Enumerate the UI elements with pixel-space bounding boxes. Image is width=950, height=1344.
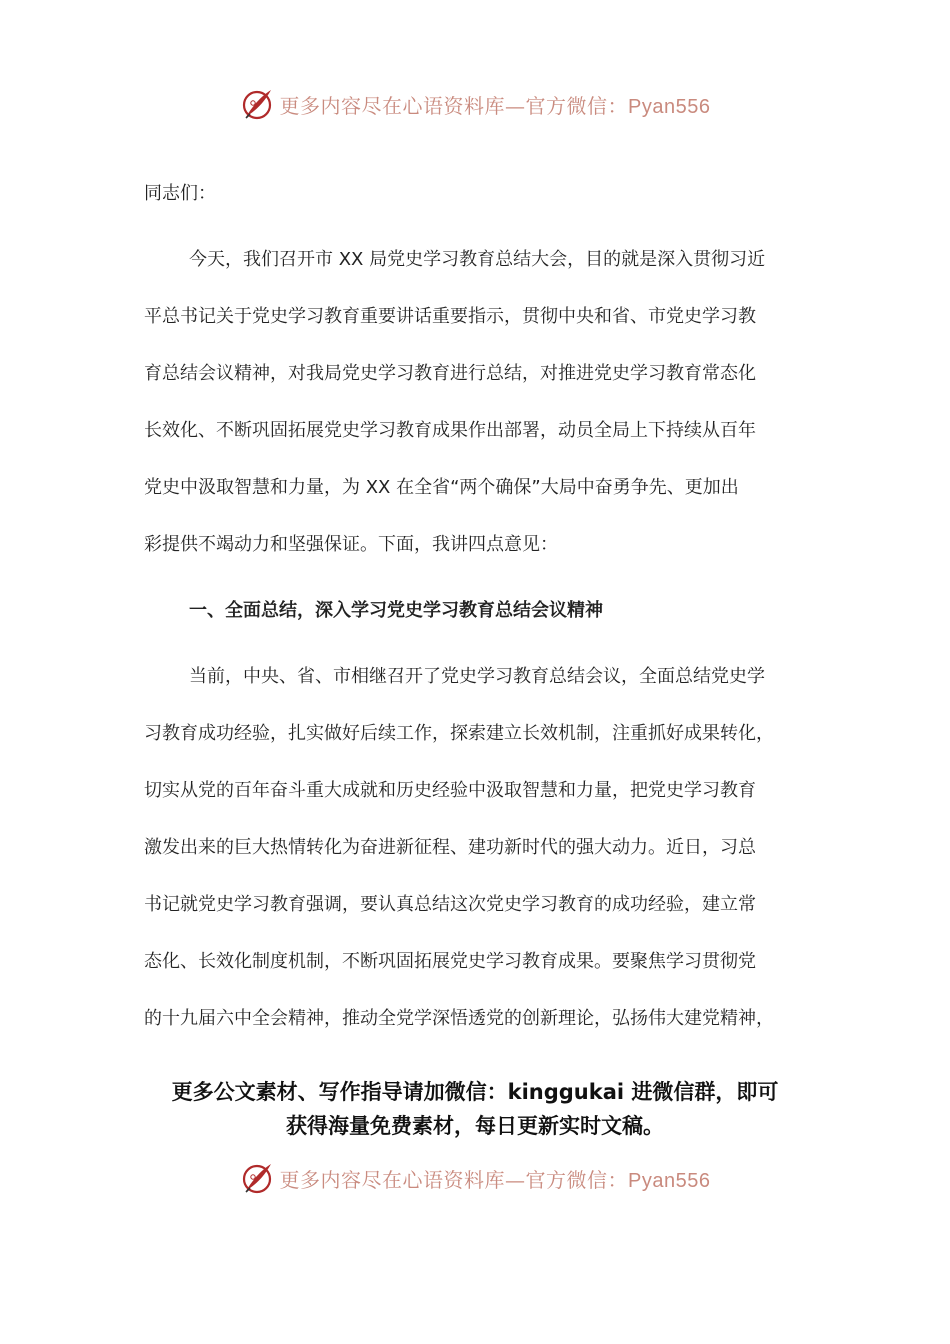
paragraph-line: 平总书记关于党史学习教育重要讲话重要指示，贯彻中央和省、市党史学习教 bbox=[144, 306, 756, 327]
watermark-banner-bottom bbox=[0, 1158, 950, 1198]
section-heading: 一、全面总结，深入学习党史学习教育总结会议精神 bbox=[189, 600, 603, 621]
quill-pen-logo-icon bbox=[240, 1161, 274, 1195]
paragraph-line: 育总结会议精神，对我局党史学习教育进行总结，对推进党史学习教育常态化 bbox=[144, 363, 756, 384]
paragraph-line: 切实从党的百年奋斗重大成就和历史经验中汲取智慧和力量，把党史学习教育 bbox=[144, 780, 756, 801]
paragraph-line: 的十九届六中全会精神，推动全党学深悟透党的创新理论，弘扬伟大建党精神， bbox=[144, 1008, 774, 1029]
paragraph-line: 态化、长效化制度机制，不断巩固拓展党史学习教育成果。要聚焦学习贯彻党 bbox=[144, 951, 756, 972]
promo-line-1: 更多公文素材、写作指导请加微信：kinggukai 进微信群，即可 bbox=[171, 1080, 779, 1104]
paragraph-line: 当前，中央、省、市相继召开了党史学习教育总结会议，全面总结党史学 bbox=[189, 666, 765, 687]
paragraph-line: 党史中汲取智慧和力量，为 XX 在全省“两个确保”大局中奋勇争先、更加出 bbox=[144, 477, 739, 498]
promo-line-2: 获得海量免费素材，每日更新实时文稿。 bbox=[286, 1114, 664, 1138]
watermark-label: 更多内容尽在心语资料库—官方微信： bbox=[279, 1167, 629, 1192]
watermark-wechat-id: Pyan556 bbox=[628, 95, 711, 118]
paragraph-line: 长效化、不断巩固拓展党史学习教育成果作出部署，动员全局上下持续从百年 bbox=[144, 420, 756, 441]
paragraph-line: 习教育成功经验，扎实做好后续工作，探索建立长效机制，注重抓好成果转化， bbox=[144, 723, 774, 744]
paragraph-line: 彩提供不竭动力和坚强保证。下面，我讲四点意见： bbox=[144, 534, 558, 555]
watermark-wechat-id: Pyan556 bbox=[628, 1169, 711, 1192]
paragraph-line: 今天，我们召开市 XX 局党史学习教育总结大会，目的就是深入贯彻习近 bbox=[189, 249, 766, 270]
paragraph-line: 书记就党史学习教育强调，要认真总结这次党史学习教育的成功经验，建立常 bbox=[144, 894, 756, 915]
watermark-label: 更多内容尽在心语资料库—官方微信： bbox=[279, 93, 629, 118]
paragraph-line: 激发出来的巨大热情转化为奋进新征程、建功新时代的强大动力。近日，习总 bbox=[144, 837, 756, 858]
watermark-text bbox=[280, 1164, 711, 1193]
salutation: 同志们： bbox=[144, 183, 216, 204]
